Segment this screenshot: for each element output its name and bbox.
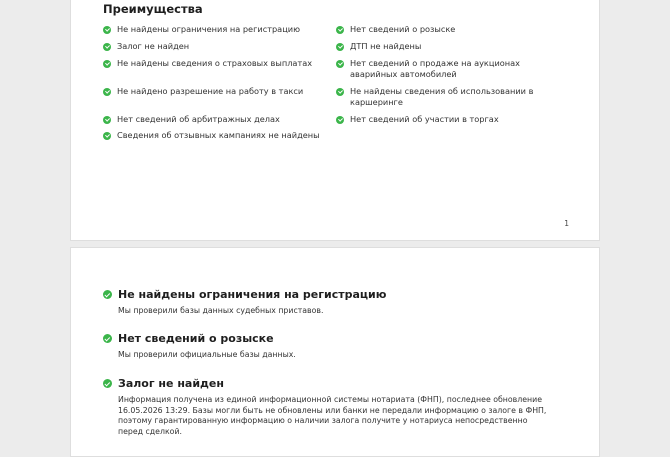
check-circle-icon <box>103 290 112 299</box>
advantage-item: Не найдено разрешение на работу в такси <box>103 86 333 97</box>
advantage-item: ДТП не найдены <box>336 41 566 52</box>
detail-header <box>103 377 549 390</box>
advantage-item: Не найдены ограничения на регистрацию <box>103 24 333 35</box>
check-circle-icon <box>103 334 112 343</box>
detail-block <box>103 288 549 317</box>
check-circle-icon <box>336 26 344 34</box>
advantage-item: Нет сведений о продаже на аукционах аварийных автомобилей <box>336 58 566 80</box>
advantage-item: Залог не найден <box>103 41 333 52</box>
report-page-2 <box>70 247 600 457</box>
check-circle-icon <box>103 26 111 34</box>
detail-title: Залог не найден <box>118 377 224 390</box>
detail-text: Мы проверили официальные базы данных. <box>118 350 296 359</box>
check-circle-icon <box>336 43 344 51</box>
check-circle-icon <box>336 60 344 68</box>
check-circle-icon <box>336 88 344 96</box>
check-circle-icon <box>103 43 111 51</box>
check-circle-icon <box>336 116 344 124</box>
advantages-title: Преимущества <box>103 2 203 16</box>
advantage-item: Не найдены сведения об использовании в каршеринге <box>336 86 536 108</box>
check-circle-icon <box>103 116 111 124</box>
advantage-item: Не найдены сведения о страховых выплатах <box>103 58 333 69</box>
detail-block <box>103 377 549 437</box>
advantage-item: Нет сведений о розыске <box>336 24 566 35</box>
check-circle-icon <box>103 60 111 68</box>
detail-text: Мы проверили базы данных судебных приставов. <box>118 306 324 315</box>
check-circle-icon <box>103 379 112 388</box>
detail-block <box>103 332 549 361</box>
check-circle-icon <box>103 132 111 140</box>
advantage-item: Нет сведений об арбитражных делах <box>103 114 333 125</box>
advantage-item: Нет сведений об участии в торгах <box>336 114 566 125</box>
detail-header <box>103 288 549 301</box>
check-circle-icon <box>103 88 111 96</box>
detail-title: Не найдены ограничения на регистрацию <box>118 288 387 301</box>
report-page-1 <box>70 0 600 241</box>
advantage-item: Сведения об отзывных кампаниях не найдены <box>103 130 363 141</box>
detail-title: Нет сведений о розыске <box>118 332 274 345</box>
page-number: 1 <box>564 219 569 228</box>
detail-header <box>103 332 549 345</box>
detail-text: Информация получена из единой информационной системы нотариата (ФНП), последнее обновление 16.05.2026 13:29. Базы могли быть не обновлены или банки не передали информацию о залоге в ФНП, поэтому гарантированную информацию о наличии залога получите у нотариуса непосредственно перед сделкой. <box>118 395 547 436</box>
